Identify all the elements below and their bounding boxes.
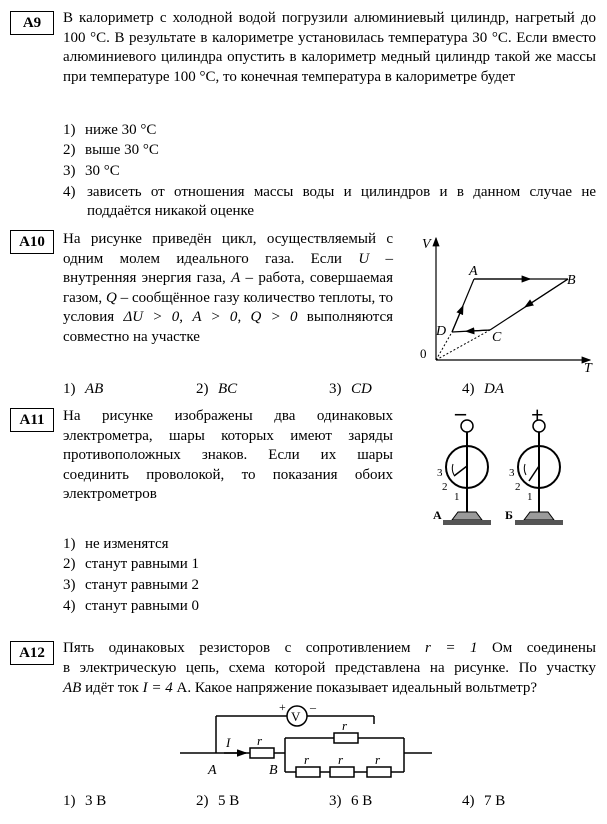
resistor-series (250, 748, 274, 758)
voltmeter-plus: + (279, 700, 286, 714)
a12-option-3[interactable] (329, 792, 372, 811)
option-text: 3 В (85, 793, 107, 809)
resistor-bottom-3 (367, 767, 391, 777)
voltmeter-label: V (291, 709, 301, 724)
option-number: 3) (63, 577, 76, 593)
a11-option-4[interactable] (63, 597, 199, 616)
question-label-a11: A11 (10, 408, 54, 432)
resistor-label: r (257, 733, 263, 748)
a12-option-4[interactable] (462, 792, 505, 811)
scale-1: 1 (527, 491, 533, 503)
minus-sign: – (455, 400, 466, 425)
a10-option-4[interactable] (462, 380, 504, 399)
option-number: 2) (63, 556, 76, 572)
question-label-a12: A12 (10, 641, 54, 665)
a11-option-2[interactable] (63, 555, 199, 574)
a10-option-2[interactable] (196, 380, 237, 399)
option-number: 1) (63, 536, 76, 552)
point-b-label: B (269, 763, 278, 778)
a11-option-1[interactable] (63, 535, 169, 554)
option-text: AB (85, 381, 104, 397)
a9-option-4[interactable] (63, 183, 596, 221)
option-number: 4) (63, 184, 76, 200)
a10-option-1[interactable] (63, 380, 103, 399)
option-number: 1) (63, 793, 76, 809)
origin-label: 0 (420, 346, 427, 361)
question-a9-text: В калориметр с холодной водой погрузили алюминиевый цилиндр, нагретый до 100 °С. В результате в калориметре установилась температура 30 °С. Если вместо алюминиевого цилиндра опустить в калориметр медный цилиндр такой же массы при температуре 100 °С, то конечная температура в калориметре будет (63, 10, 596, 85)
option-number: 4) (462, 381, 475, 397)
question-label-a10: A10 (10, 230, 54, 254)
resistor-label: r (342, 718, 348, 733)
option-text: 6 В (351, 793, 373, 809)
plus-sign: + (531, 402, 544, 427)
option-text: BC (218, 381, 238, 397)
option-number: 3) (63, 163, 76, 179)
option-text: зависеть от отношения массы воды и цилиндров и в данном случае не поддаётся никакой оценке (87, 184, 596, 219)
circuit-diagram (180, 702, 435, 782)
option-number: 3) (329, 381, 342, 397)
segment-bc-arrow (525, 279, 568, 307)
option-text: ниже 30 °С (85, 122, 157, 138)
resistor-bottom-2 (330, 767, 354, 777)
voltmeter-minus: – (310, 700, 316, 714)
option-number: 4) (462, 793, 475, 809)
option-text: станут равными 2 (85, 577, 200, 593)
current-label: I (226, 735, 231, 750)
scale-1: 1 (454, 491, 460, 503)
question-a11-text: На рисунке изображены два одинаковых электрометра, шары которых имеют заряды противоположных знаков. Если их шары соединить проволокой, то показания обоих электрометров (63, 408, 393, 502)
vt-cycle-diagram (412, 234, 597, 374)
option-number: 1) (63, 122, 76, 138)
a9-option-1[interactable] (63, 121, 156, 140)
a12-option-1[interactable] (63, 792, 106, 811)
option-number: 2) (63, 142, 76, 158)
a9-option-3[interactable] (63, 162, 120, 181)
option-text: станут равными 0 (85, 598, 200, 614)
point-a-label: A (469, 264, 478, 279)
resistor-label: r (304, 752, 310, 767)
label-a: А (433, 508, 442, 522)
v-axis-label: V (422, 237, 431, 252)
question-a12-line-3: AB идёт ток I = 4 А. Какое напряжение показывает идеальный вольтметр? (63, 680, 537, 696)
question-a12-line-2: в электрическую цепь, схема которой представлена на рисунке. По участку (63, 660, 596, 676)
a11-option-3[interactable] (63, 576, 199, 595)
option-text: станут равными 1 (85, 556, 200, 572)
resistor-label: r (338, 752, 344, 767)
label-b: Б (505, 508, 513, 522)
a9-option-2[interactable] (63, 141, 159, 160)
option-number: 1) (63, 381, 76, 397)
point-a-label: A (208, 763, 217, 778)
option-number: 2) (196, 381, 209, 397)
t-axis-label: T (584, 361, 592, 376)
point-d-label: D (436, 324, 447, 339)
option-text: выше 30 °С (85, 142, 159, 158)
scale-3: 3 (437, 467, 443, 479)
option-number: 4) (63, 598, 76, 614)
option-text: CD (351, 381, 372, 397)
question-a10-text: На рисунке приведён цикл, осуществляемый с одним молем идеального газа. Если U – внутренняя энергия газа, A – работа, совершаемая газом, Q – сообщённое газу количество теплоты, то условия ΔU > 0, A > 0, Q > 0 выполняются совместно на участке (63, 231, 394, 345)
resistor-label: r (375, 752, 381, 767)
a10-option-3[interactable] (329, 380, 372, 399)
option-text: DA (484, 381, 504, 397)
resistor-top (334, 733, 358, 743)
question-a12-line-1: Пять одинаковых резисторов с сопротивлением r = 1 Ом соединены (63, 640, 597, 656)
resistor-bottom-1 (296, 767, 320, 777)
segment-da-arrow (452, 306, 463, 332)
electrometer-left (433, 400, 491, 525)
option-number: 3) (329, 793, 342, 809)
segment-cd-arrow (466, 330, 490, 331)
a12-option-2[interactable] (196, 792, 239, 811)
option-text: 5 В (218, 793, 240, 809)
point-b-label: B (567, 273, 576, 288)
option-text: 7 В (484, 793, 506, 809)
electrometer-right (505, 402, 563, 525)
scale-3: 3 (509, 467, 515, 479)
electrometers-figure (420, 400, 580, 528)
option-text: не изменятся (85, 536, 169, 552)
option-text: 30 °С (85, 163, 120, 179)
scale-2: 2 (442, 481, 448, 493)
question-label-a9: A9 (10, 11, 54, 35)
option-number: 2) (196, 793, 209, 809)
scale-2: 2 (515, 481, 521, 493)
point-c-label: C (492, 330, 502, 345)
